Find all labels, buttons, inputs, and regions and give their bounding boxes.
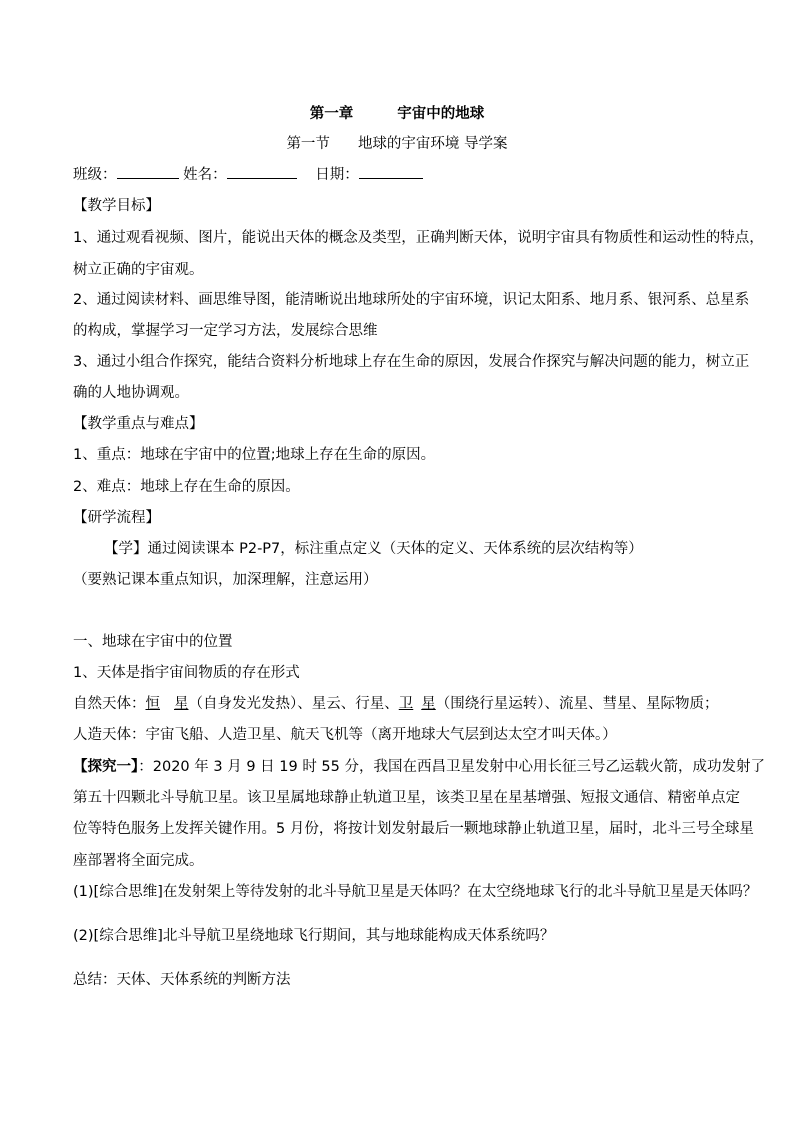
natural-celestial-bodies	[73, 694, 719, 714]
natural-prefix: 自然天体：	[73, 696, 146, 712]
xing-char-1: 星	[174, 696, 189, 712]
celestial-definition: 1、天体是指宇宙间物质的存在形式	[73, 665, 300, 681]
goals-heading: 【教学目标】	[73, 198, 160, 214]
section-1-heading: 一、地球在宇宙中的位置	[73, 634, 233, 650]
goal-3-line-2: 确的人地协调观。	[73, 385, 189, 401]
section-number: 第一节	[286, 136, 330, 152]
name-blank[interactable]	[227, 164, 297, 179]
summary-line: 总结：天体、天体系统的判断方法	[73, 972, 291, 988]
goal-1-line-1: 1、通过观看视频、图片，能说出天体的概念及类型，正确判断天体，说明宇宙具有物质性和运动性的特点，	[73, 230, 764, 246]
name-label: 姓名：	[183, 167, 227, 183]
study-instruction: 【学】通过阅读课本 P2-P7，标注重点定义（天体的定义、天体系统的层次结构等）	[104, 541, 643, 557]
chapter-name: 宇宙中的地球	[397, 106, 485, 122]
explore-line-1	[73, 757, 765, 777]
chapter-title	[0, 104, 794, 124]
process-heading: 【研学流程】	[73, 510, 160, 526]
explore-label: 【探究一】	[73, 759, 139, 775]
heng-char: 恒	[145, 696, 160, 712]
explore-text-1: ：2020 年 3 月 9 日 19 时 55 分，我国在西昌卫星发射中心用长征三号乙运载火箭，成功发射了	[138, 759, 765, 775]
key-point-2: 2、难点：地球上存在生命的原因。	[73, 479, 300, 495]
goal-1-line-2: 树立正确的宇宙观。	[73, 262, 204, 278]
wei-char: 卫	[398, 696, 414, 712]
goal-2-line-2: 的构成，掌握学习一定学习方法，发展综合思维	[73, 323, 378, 339]
chapter-number: 第一章	[309, 106, 354, 122]
date-label: 日期：	[315, 167, 359, 183]
section-title	[0, 134, 794, 154]
xing-char-2: 星	[421, 696, 436, 712]
explore-line-2: 第五十四颗北斗导航卫星。该卫星属地球静止轨道卫星，该类卫星在星基增强、短报文通信、精密单点定	[73, 790, 740, 806]
explore-line-3: 位等特色服务上发挥关键作用。5 月份，将按计划发射最后一颗地球静止轨道卫星，届时，北斗三号全球星	[73, 821, 754, 837]
blank-heng	[146, 696, 189, 712]
student-info-line	[73, 164, 423, 185]
class-label: 班级：	[73, 167, 117, 183]
key-point-1: 1、重点：地球在宇宙中的位置;地球上存在生命的原因。	[73, 447, 436, 463]
artificial-celestial-bodies: 人造天体：宇宙飞船、人造卫星、航天飞机等（离开地球大气层到达太空才叫天体。）	[73, 727, 617, 743]
question-2: (2)[综合思维]北斗导航卫星绕地球飞行期间，其与地球能构成天体系统吗？	[73, 928, 555, 944]
key-points-heading: 【教学重点与难点】	[73, 416, 204, 432]
question-1: (1)[综合思维]在发射架上等待发射的北斗导航卫星是天体吗？在太空绕地球飞行的北斗导航卫星是天体吗？	[73, 884, 758, 900]
natural-suffix: （围绕行星运转）、流星、彗星、星际物质；	[435, 696, 719, 712]
explore-line-4: 座部署将全面完成。	[73, 853, 204, 869]
blank-wei	[399, 696, 436, 712]
section-name: 地球的宇宙环境 导学案	[357, 136, 508, 152]
goal-2-line-1: 2、通过阅读材料、画思维导图，能清晰说出地球所处的宇宙环境，识记太阳系、地月系、银河系、总星系	[73, 292, 750, 308]
goal-3-line-1: 3、通过小组合作探究，能结合资料分析地球上存在生命的原因，发展合作探究与解决问题的能力，树立正	[73, 354, 750, 370]
natural-mid: （自身发光发热）、星云、行星、	[188, 696, 399, 712]
date-blank[interactable]	[359, 164, 423, 179]
class-blank[interactable]	[117, 164, 179, 179]
study-note: （要熟记课本重点知识，加深理解，注意运用）	[73, 572, 378, 588]
